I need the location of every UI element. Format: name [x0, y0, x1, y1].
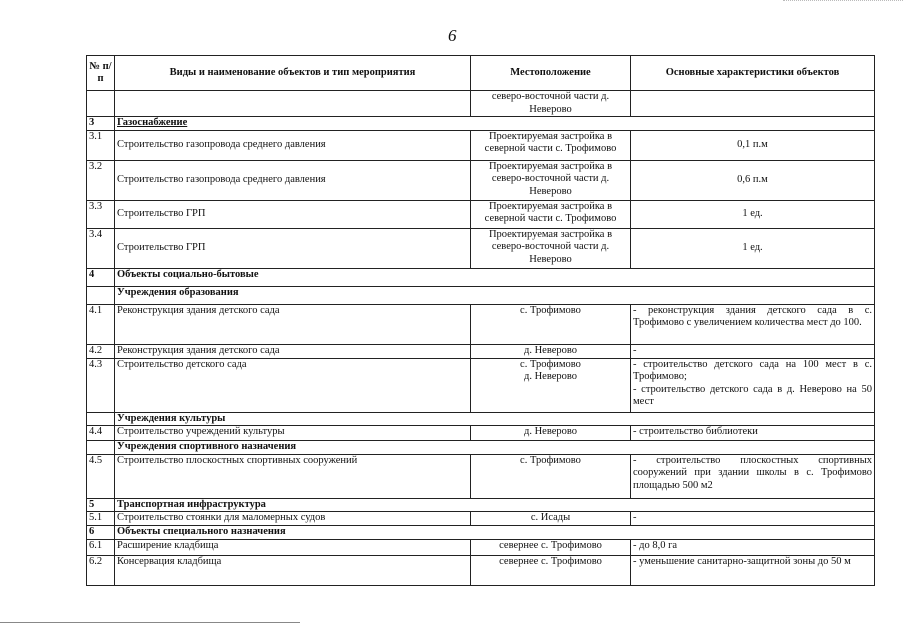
cell-num — [87, 441, 115, 455]
cell-chars: 1 ед. — [631, 228, 875, 268]
cell-kind: Расширение кладбища — [115, 539, 471, 555]
cell-location: Проектируемая застройка в северо-восточной части д. Неверово — [471, 228, 631, 268]
cell-location: д. Неверово — [471, 426, 631, 441]
cell-chars: 1 ед. — [631, 200, 875, 228]
cell-chars: - до 8,0 га — [631, 539, 875, 555]
cell-chars: - строительство библиотеки — [631, 426, 875, 441]
cell-chars: - — [631, 512, 875, 526]
subsection-title: Учреждения культуры — [115, 412, 875, 426]
cell-location: севернее с. Трофимово — [471, 555, 631, 585]
cell-num: 5.1 — [87, 512, 115, 526]
table-row — [87, 358, 875, 412]
cell-num: 3.4 — [87, 228, 115, 268]
cell-location: д. Неверово — [471, 344, 631, 358]
table-row — [87, 91, 875, 117]
table-row — [87, 426, 875, 441]
subsection-title: Учреждения образования — [115, 286, 875, 304]
table-row — [87, 539, 875, 555]
cell-location: с. Трофимово — [471, 454, 631, 498]
cell-kind: Строительство газопровода среднего давления — [115, 130, 471, 160]
table-row — [87, 512, 875, 526]
chars-line: - строительство детского сада в д. Неверово на 50 мест — [633, 383, 872, 407]
cell-chars: - уменьшение санитарно-защитной зоны до 50 м — [631, 555, 875, 585]
cell-kind — [115, 91, 471, 117]
cell-location: Проектируемая застройка в северной части с. Трофимово — [471, 200, 631, 228]
section-title: Транспортная инфраструктура — [115, 498, 875, 512]
cell-kind: Строительство детского сада — [115, 358, 471, 412]
section-title — [115, 117, 875, 131]
table-row — [87, 304, 875, 344]
table-row — [87, 228, 875, 268]
cell-num: 6.2 — [87, 555, 115, 585]
table-row — [87, 200, 875, 228]
section-row — [87, 498, 875, 512]
cell-num — [87, 286, 115, 304]
cell-num — [87, 412, 115, 426]
cell-chars — [631, 358, 875, 412]
section-title: Объекты социально-бытовые — [115, 268, 875, 286]
subsection-row — [87, 441, 875, 455]
cell-num: 3.2 — [87, 160, 115, 200]
cell-num: 4.3 — [87, 358, 115, 412]
scan-edge-line — [0, 622, 300, 623]
cell-kind: Строительство ГРП — [115, 228, 471, 268]
subsection-row — [87, 412, 875, 426]
cell-num: 4.1 — [87, 304, 115, 344]
section-row — [87, 268, 875, 286]
cell-location: с. Трофимово — [471, 304, 631, 344]
cell-num: 5 — [87, 498, 115, 512]
cell-num — [87, 91, 115, 117]
section-title: Объекты специального назначения — [115, 526, 875, 540]
page-number: 6 — [448, 26, 457, 45]
cell-kind: Строительство стоянки для маломерных судов — [115, 512, 471, 526]
cell-num: 6.1 — [87, 539, 115, 555]
cell-kind: Реконструкция здания детского сада — [115, 304, 471, 344]
header-num: № п/п — [87, 56, 115, 91]
table-row — [87, 130, 875, 160]
section-row — [87, 526, 875, 540]
cell-num: 3.1 — [87, 130, 115, 160]
cell-chars — [631, 91, 875, 117]
cell-num: 4 — [87, 268, 115, 286]
cell-num: 4.2 — [87, 344, 115, 358]
location-line: с. Трофимово — [520, 358, 581, 370]
cell-chars: 0,6 п.м — [631, 160, 875, 200]
table-row — [87, 454, 875, 498]
cell-kind: Строительство плоскостных спортивных сооружений — [115, 454, 471, 498]
subsection-title: Учреждения спортивного назначения — [115, 441, 875, 455]
cell-num: 4.5 — [87, 454, 115, 498]
cell-chars: - реконструкция здания детского сада в с. Трофимово с увеличением количества мест до 100. — [631, 304, 875, 344]
location-line: д. Неверово — [523, 371, 578, 382]
cell-chars: - — [631, 344, 875, 358]
cell-location: с. Исады — [471, 512, 631, 526]
header-kind: Виды и наименование объектов и тип мероприятия — [115, 56, 471, 91]
cell-location: Проектируемая застройка в северной части с. Трофимово — [471, 130, 631, 160]
cell-kind: Строительство газопровода среднего давления — [115, 160, 471, 200]
header-location: Местоположение — [471, 56, 631, 91]
cell-kind: Строительство ГРП — [115, 200, 471, 228]
cell-num: 6 — [87, 526, 115, 540]
cell-location: Проектируемая застройка в северо-восточной части д. Неверово — [471, 160, 631, 200]
table-header-row — [87, 56, 875, 91]
table-row — [87, 344, 875, 358]
cell-location: севернее с. Трофимово — [471, 539, 631, 555]
cell-location — [471, 358, 631, 412]
planned-objects-table — [86, 55, 875, 586]
cell-kind: Строительство учреждений культуры — [115, 426, 471, 441]
header-characteristics: Основные характеристики объектов — [631, 56, 875, 91]
cell-kind: Консервация кладбища — [115, 555, 471, 585]
section-title-text: Газоснабжение — [117, 117, 188, 128]
chars-line: - строительство детского сада на 100 мест в с. Трофимово; — [633, 358, 872, 382]
top-edge-mark — [783, 0, 903, 1]
section-row — [87, 117, 875, 131]
cell-chars: 0,1 п.м — [631, 130, 875, 160]
subsection-row — [87, 286, 875, 304]
cell-num: 3 — [87, 117, 115, 131]
cell-location: северо-восточной части д. Неверово — [471, 91, 631, 117]
table-row — [87, 555, 875, 585]
cell-chars: - строительство плоскостных спортивных сооружений при здании школы в с. Трофимово площадью 500 м2 — [631, 454, 875, 498]
table-row — [87, 160, 875, 200]
cell-kind: Реконструкция здания детского сада — [115, 344, 471, 358]
cell-num: 3.3 — [87, 200, 115, 228]
cell-num: 4.4 — [87, 426, 115, 441]
